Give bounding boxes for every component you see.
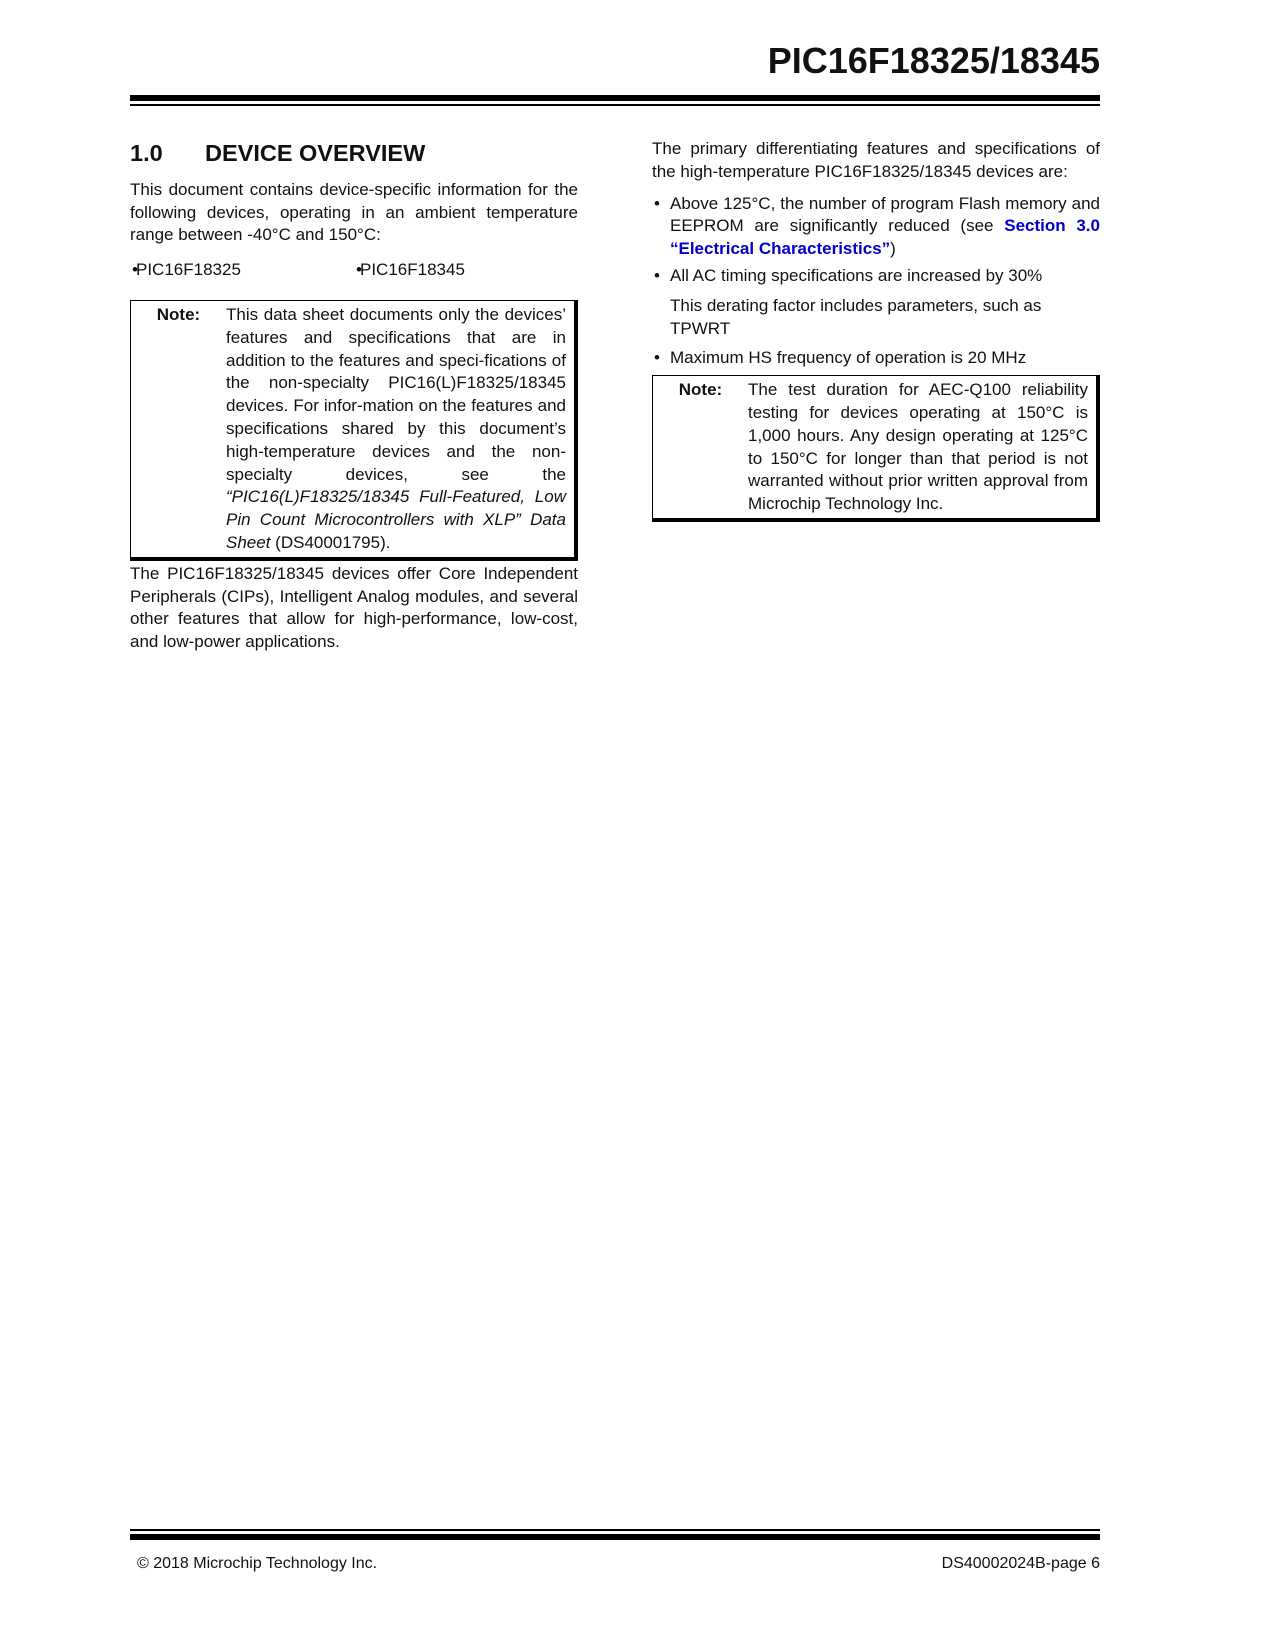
section-link[interactable]: Section 3.0 “Electrical Characteristics” (670, 216, 1100, 259)
section-number: 1.0 (130, 140, 163, 166)
header-rule-thin (130, 104, 1100, 106)
note-label: Note: (678, 380, 723, 400)
device-item: • PIC16F18325 (130, 259, 354, 282)
note-box (130, 300, 578, 561)
feature-text: ) (890, 239, 896, 259)
note-box-right (652, 375, 1100, 522)
note-text-part: This data sheet documents only the devices’ features and specifications that are in addition to the features and speci-fications of the non-specialty PIC16(L)F18325/18345 devices. For infor-mation on the features and specifications shared by this document’s high-temperature devices and the non-specialty devices, see the (226, 304, 566, 484)
note-text (226, 304, 566, 555)
note-text: The test duration for AEC-Q100 reliability testing for devices operating at 150°C is 1,000 hours. Any design operating at 125°C to 150°C for longer than that period is not warranted without prior written approval from Microchip Technology Inc. (748, 380, 1088, 514)
feature-item: • All AC timing specifications are increased by 30% (652, 265, 1100, 288)
header-rule-thick (130, 95, 1100, 101)
note-datasheet-title: “PIC16(L)F18325/18345 Full-Featured, Low Pin Count Microcontrollers with XLP” Data Sheet (226, 487, 566, 552)
cip-paragraph: The PIC16F18325/18345 devices offer Core Independent Peripherals (CIPs), Intelligent Analog modules, and several other features that allow for high-performance, low-cost, and low-power applications. (130, 563, 578, 652)
page-header-title: PIC16F18325/18345 (767, 40, 1100, 81)
derating-text: This derating factor includes parameters, such as (670, 295, 1042, 315)
left-column (130, 138, 578, 654)
feature-subtext (652, 295, 1100, 341)
feature-item (652, 193, 1100, 261)
section-heading (130, 142, 578, 165)
footer-copyright: © 2018 Microchip Technology Inc. (137, 1555, 378, 1572)
features-intro: The primary differentiating features and specifications of the high-temperature PIC16F18325/18345 devices are: (652, 139, 1100, 181)
footer-rule-thick (130, 1534, 1100, 1540)
note-label: Note: (156, 304, 201, 324)
feature-text: Above 125°C, the number of program Flash memory and EEPROM are significantly reduced (see (670, 193, 1100, 236)
device-list (130, 259, 578, 282)
feature-item: • Maximum HS frequency of operation is 20 MHz (652, 347, 1100, 370)
note-text-part: (DS40001795). (270, 532, 391, 552)
footer-rule-thin (130, 1529, 1100, 1531)
intro-paragraph: This document contains device-specific information for the following devices, operating in an ambient temperature range between -40°C and 150°C: (130, 179, 578, 245)
device-item: • PIC16F18345 (354, 259, 578, 282)
tpwrt-parameter: TPWRT (670, 318, 731, 338)
right-column (652, 138, 1100, 522)
section-title: DEVICE OVERVIEW (205, 140, 426, 166)
footer-page-number: DS40002024B-page 6 (941, 1555, 1100, 1572)
